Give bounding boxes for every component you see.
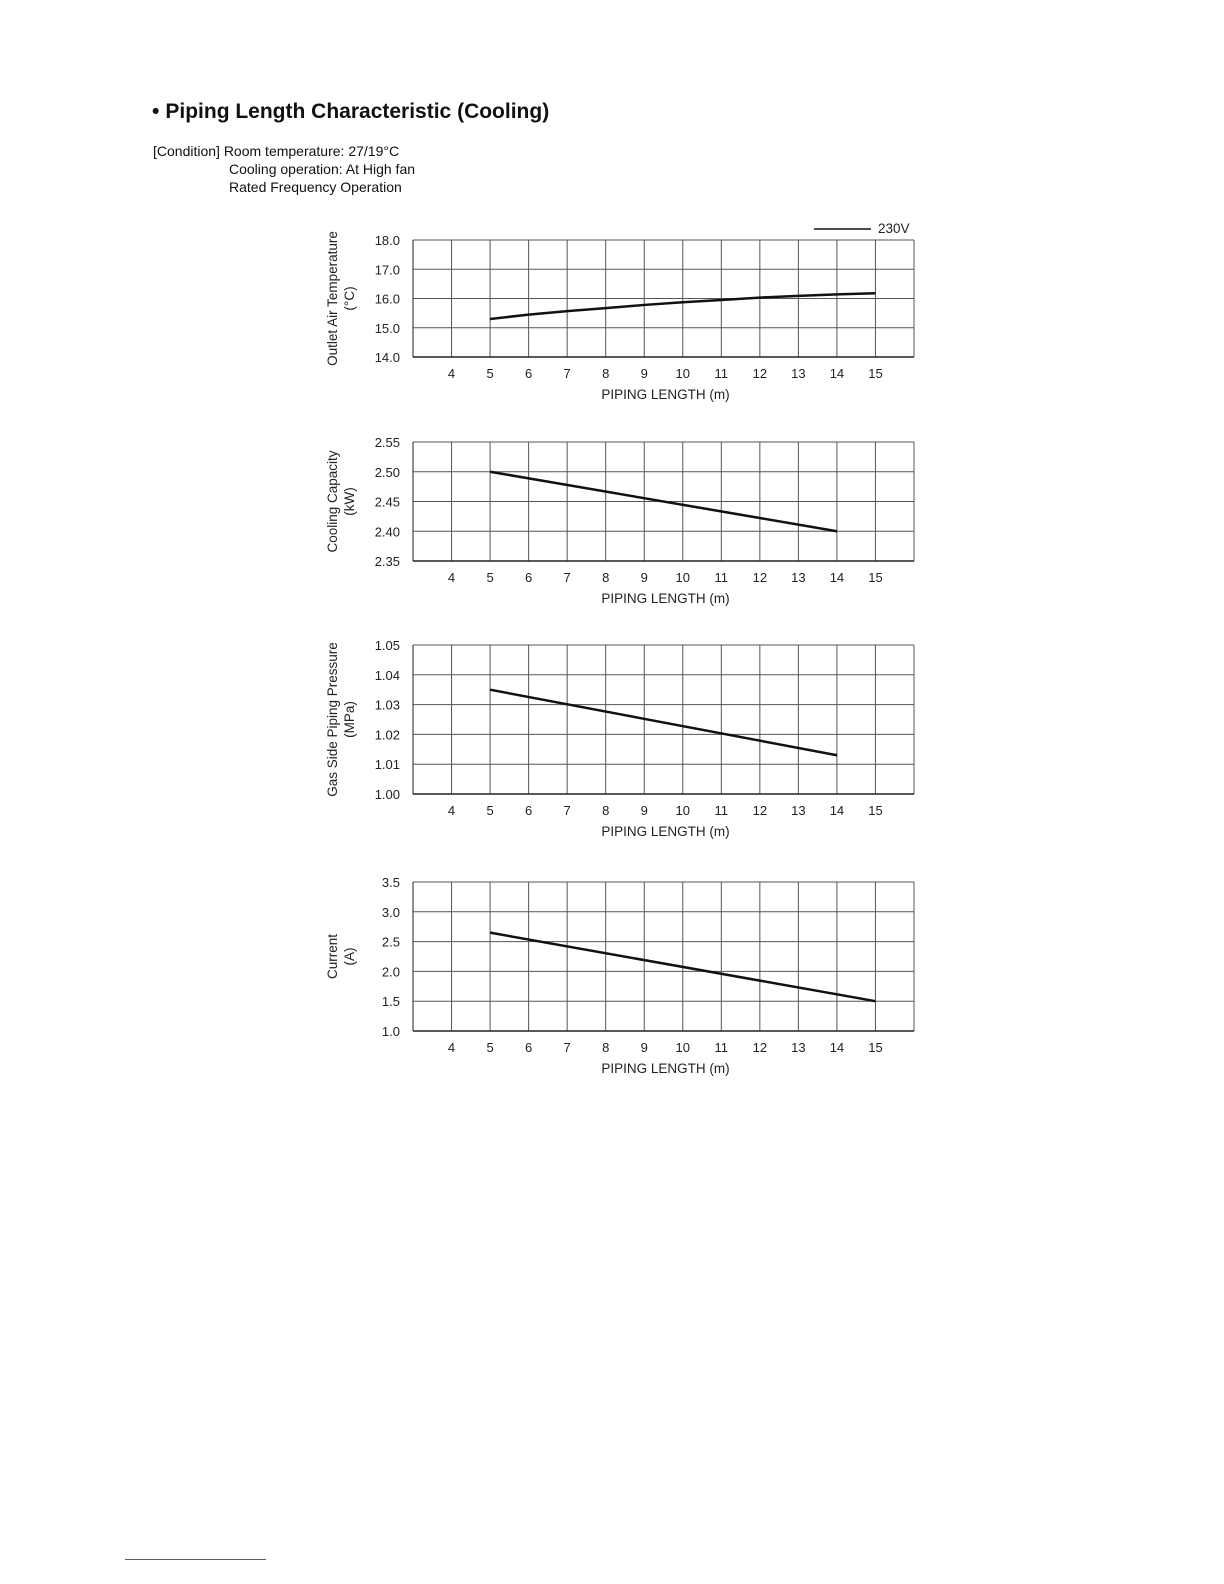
chart1-xtick-label-6: 6 (524, 366, 533, 381)
chart2-xtick-label-6: 6 (524, 570, 533, 585)
chart1-xtick-label-11: 11 (714, 366, 729, 381)
chart3-ytick-label-5: 1.05 (374, 638, 400, 653)
chart3-xtick-label-12: 12 (752, 803, 768, 818)
chart4-xtick-label-15: 15 (868, 1040, 883, 1055)
chart2-ytick-label-0: 2.35 (374, 554, 400, 569)
condition-cooling-operation: Cooling operation: At High fan (229, 161, 416, 177)
chart1-xtick-label-12: 12 (752, 366, 768, 381)
chart3-xlabel: PIPING LENGTH (m) (601, 824, 730, 839)
chart1-xtick-label-5: 5 (486, 366, 494, 381)
chart2-xtick-label-13: 13 (791, 570, 806, 585)
chart4-ytick-label-0: 1.0 (381, 1024, 400, 1039)
chart3-xtick-label-6: 6 (524, 803, 533, 818)
chart1-xtick-label-7: 7 (563, 366, 571, 381)
chart3-ylabel: Gas Side Piping Pressure (325, 642, 340, 797)
chart3-xtick-label-7: 7 (563, 803, 571, 818)
condition-room-temperature: [Condition] Room temperature: 27/19°C (153, 143, 400, 159)
chart2-xtick-label-5: 5 (486, 570, 494, 585)
chart1-ytick-label-1: 15.0 (374, 320, 400, 336)
chart3-xtick-label-4: 4 (447, 803, 456, 818)
bullet-icon: • (152, 100, 160, 123)
chart4-xtick-label-4: 4 (447, 1040, 456, 1055)
chart4-xtick-label-13: 13 (791, 1040, 806, 1055)
chart4-ytick-label-5: 3.5 (381, 875, 400, 890)
chart2-xtick-label-7: 7 (563, 570, 571, 585)
chart2-xtick-label-9: 9 (640, 570, 648, 585)
chart4-ylabel: Current (325, 933, 340, 980)
chart3-ytick-label-1: 1.01 (374, 757, 400, 773)
chart3-xtick-label-11: 11 (714, 803, 729, 818)
chart4-xtick-label-9: 9 (640, 1040, 648, 1055)
chart4-xtick-label-8: 8 (602, 1040, 610, 1055)
chart2-ylabel: Cooling Capacity (325, 450, 340, 553)
heading-text: Piping Length Characteristic (Cooling) (165, 100, 550, 123)
chart3-series-line-0 (490, 690, 837, 756)
chart4-xtick-label-5: 5 (486, 1040, 494, 1055)
chart1-ytick-label-3: 17.0 (374, 262, 400, 278)
chart2-xtick-label-4: 4 (447, 570, 456, 585)
chart2-ytick-label-3: 2.50 (374, 464, 400, 480)
chart4-ylabel-unit: (A) (342, 947, 357, 966)
chart1-xlabel: PIPING LENGTH (m) (601, 387, 730, 402)
chart1-ytick-label-0: 14.0 (374, 350, 400, 365)
chart3-ytick-label-2: 1.02 (374, 727, 400, 743)
chart2-ylabel-unit: (kW) (342, 487, 357, 516)
chart1-xtick-label-10: 10 (675, 366, 691, 381)
chart4-xlabel: PIPING LENGTH (m) (601, 1061, 730, 1076)
chart3-xtick-label-14: 14 (829, 803, 845, 818)
chart3-xtick-label-5: 5 (486, 803, 494, 818)
chart3-xtick-label-13: 13 (791, 803, 806, 818)
chart1-ytick-label-2: 16.0 (374, 291, 400, 307)
chart3-xtick-label-8: 8 (602, 803, 610, 818)
chart3-ytick-label-0: 1.00 (374, 787, 400, 802)
chart1-ylabel: Outlet Air Temperature (325, 231, 340, 366)
chart1-ylabel-unit: (°C) (342, 286, 357, 311)
chart1-xtick-label-8: 8 (602, 366, 610, 381)
chart4-ytick-label-1: 1.5 (381, 994, 400, 1010)
chart3-xtick-label-9: 9 (640, 803, 648, 818)
chart1-ytick-label-4: 18.0 (374, 233, 400, 248)
condition-frequency: Rated Frequency Operation (229, 179, 402, 195)
chart1-xtick-label-13: 13 (791, 366, 806, 381)
chart4-ytick-label-3: 2.5 (381, 934, 400, 950)
footer-rule (125, 1559, 266, 1560)
chart4-ytick-label-2: 2.0 (381, 964, 400, 980)
chart4-xtick-label-11: 11 (714, 1040, 729, 1055)
chart2-xtick-label-11: 11 (714, 570, 729, 585)
chart4-xtick-label-7: 7 (563, 1040, 571, 1055)
chart1-xtick-label-14: 14 (829, 366, 845, 381)
chart3-ylabel-unit: (MPa) (342, 701, 357, 738)
chart4-xtick-label-12: 12 (752, 1040, 768, 1055)
chart3-xtick-label-10: 10 (675, 803, 691, 818)
chart4-xtick-label-10: 10 (675, 1040, 691, 1055)
chart1-xtick-label-15: 15 (868, 366, 883, 381)
chart2-xtick-label-10: 10 (675, 570, 691, 585)
legend-label: 230V (878, 221, 910, 236)
chart3-ytick-label-3: 1.03 (374, 697, 400, 713)
chart2-ytick-label-4: 2.55 (374, 435, 400, 450)
chart1-xtick-label-4: 4 (447, 366, 456, 381)
chart1-xtick-label-9: 9 (640, 366, 648, 381)
chart3-xtick-label-15: 15 (868, 803, 883, 818)
chart4-xtick-label-14: 14 (829, 1040, 845, 1055)
chart2-ytick-label-1: 2.40 (374, 524, 400, 540)
chart2-xlabel: PIPING LENGTH (m) (601, 591, 730, 606)
chart2-ytick-label-2: 2.45 (374, 494, 400, 510)
chart4-xtick-label-6: 6 (524, 1040, 533, 1055)
chart2-xtick-label-8: 8 (602, 570, 610, 585)
chart2-xtick-label-12: 12 (752, 570, 768, 585)
chart2-xtick-label-14: 14 (829, 570, 845, 585)
chart3-ytick-label-4: 1.04 (374, 667, 400, 683)
chart2-xtick-label-15: 15 (868, 570, 883, 585)
chart4-ytick-label-4: 3.0 (381, 904, 400, 920)
